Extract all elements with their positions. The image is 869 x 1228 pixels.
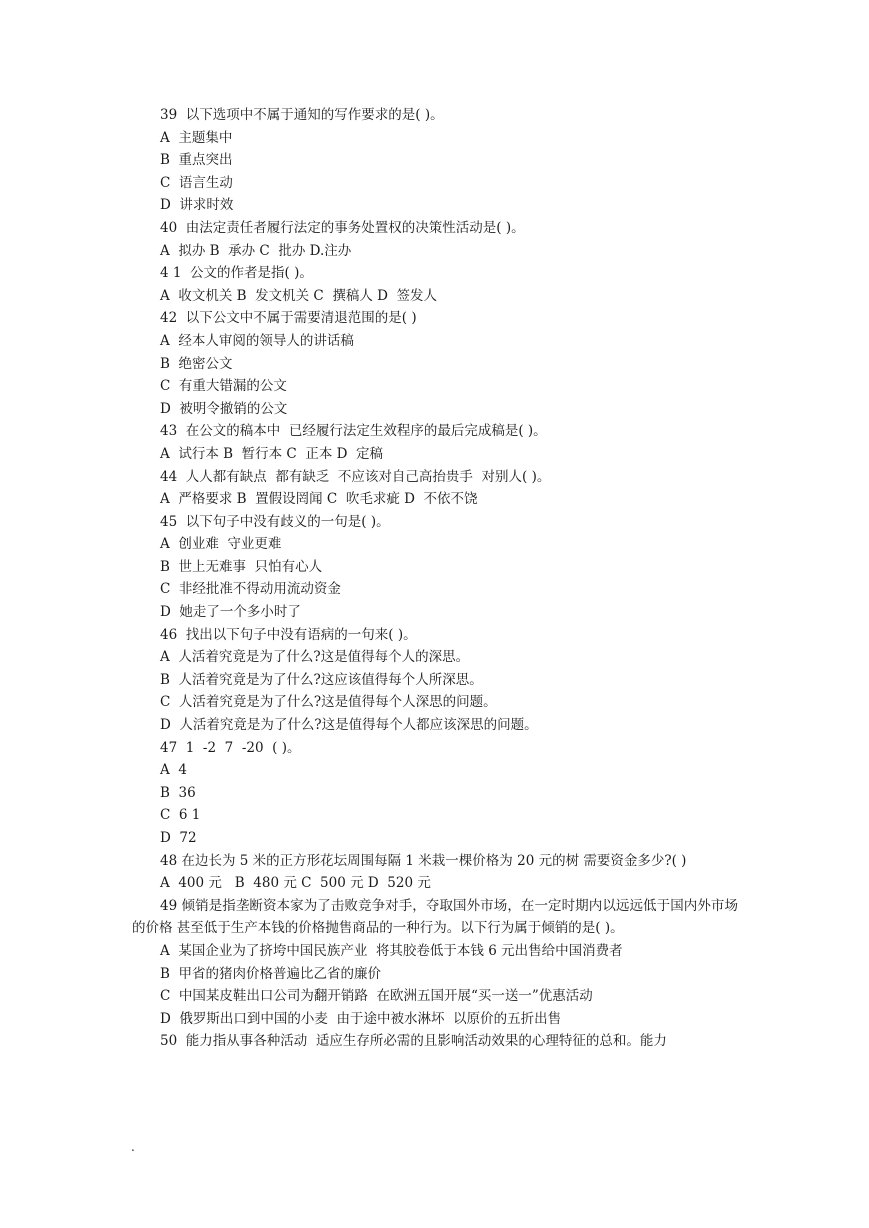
- option-line: A 严格要求 B 置假设罔闻 C 吹毛求疵 D 不依不饶: [160, 491, 478, 508]
- option-line: A 400 元 B 480 元 C 500 元 D 520 元: [160, 875, 431, 892]
- option-line: D 被明令撤销的公文: [160, 400, 288, 417]
- question-43: 43 在公文的稿本中 已经履行法定生效程序的最后完成稿是( )。: [160, 423, 547, 440]
- option-line: D 俄罗斯出口到中国的小麦 由于途中被水淋坏 以原价的五折出售: [160, 1010, 562, 1027]
- option-line: B 人活着究竟是为了什么?这应该值得每个人所深思。: [160, 671, 483, 688]
- option-line: C 语言生动: [160, 174, 233, 191]
- option-line: D 她走了一个多小时了: [160, 604, 301, 621]
- option-line: D 72: [160, 830, 197, 846]
- option-line: D 讲求时效: [160, 197, 234, 214]
- option-line: A 某国企业为了挤垮中国民族产业 将其胶卷低于本钱 6 元出售给中国消费者: [160, 942, 623, 959]
- option-line: A 经本人审阅的领导人的讲话稿: [160, 332, 354, 349]
- option-line: A 人活着究竟是为了什么?这是值得每个人的深思。: [160, 649, 470, 666]
- document-body: [132, 104, 738, 1053]
- question-49: 49 倾销是指垄断资本家为了击败竞争对手，夺取国外市场，在一定时期内以远远低于国内外市场的价格 甚至低于生产本钱的价格抛售商品的一种行为。以下行为属于倾销的是( )。: [132, 897, 738, 937]
- option-line: D 人活着究竟是为了什么?这是值得每个人都应该深思的问题。: [160, 717, 538, 734]
- option-line: C 有重大错漏的公文: [160, 378, 287, 395]
- option-line: A 拟办 B 承办 C 批办 D.注办: [160, 242, 352, 259]
- question-40: 40 由法定责任者履行法定的事务处置权的决策性活动是( )。: [160, 219, 525, 236]
- option-line: C 中国某皮鞋出口公司为翻开销路 在欧洲五国开展“买一送一”优惠活动: [160, 988, 593, 1005]
- option-line: C 6 1: [160, 807, 201, 824]
- question-39: 39 以下选项中不属于通知的写作要求的是( )。: [160, 107, 444, 123]
- question-41: 4 1 公文的作者是指( )。: [160, 265, 313, 282]
- option-line: A 主题集中: [160, 129, 233, 146]
- option-line: A 收文机关 B 发文机关 C 撰稿人 D 签发人: [160, 287, 438, 304]
- question-42: 42 以下公文中不属于需要清退范围的是( ): [160, 310, 417, 327]
- question-50: 50 能力指从事各种活动 适应生存所必需的且影响活动效果的心理特征的总和。能力: [160, 1033, 667, 1050]
- option-line: B 绝密公文: [160, 355, 233, 372]
- question-44: 44 人人都有缺点 都有缺乏 不应该对自己高抬贵手 对别人( )。: [160, 468, 551, 485]
- option-line: B 重点突出: [160, 152, 233, 169]
- question-46: 46 找出以下句子中没有语病的一句来( )。: [160, 626, 417, 643]
- option-line: B 世上无难事 只怕有心人: [160, 558, 323, 575]
- option-line: B 甲省的猪肉价格普遍比乙省的廉价: [160, 965, 382, 982]
- option-line: C 非经批准不得动用流动资金: [160, 581, 341, 598]
- option-line: B 36: [160, 784, 196, 801]
- option-line: C 人活着究竟是为了什么?这是值得每个人深思的问题。: [160, 694, 497, 711]
- option-line: A 试行本 B 暂行本 C 正本 D 定稿: [160, 445, 384, 462]
- page-footer-mark: .: [131, 1140, 135, 1154]
- question-45: 45 以下句子中没有歧义的一句是( )。: [160, 513, 390, 530]
- option-line: A 创业难 守业更难: [160, 536, 282, 553]
- question-47: 47 1 -2 7 -20 ( )。: [160, 739, 301, 756]
- question-48: 48 在边长为 5 米的正方形花坛周围每隔 1 米栽一棵价格为 20 元的树 需要资金多少?( ): [160, 852, 687, 869]
- option-line: A 4: [160, 762, 187, 779]
